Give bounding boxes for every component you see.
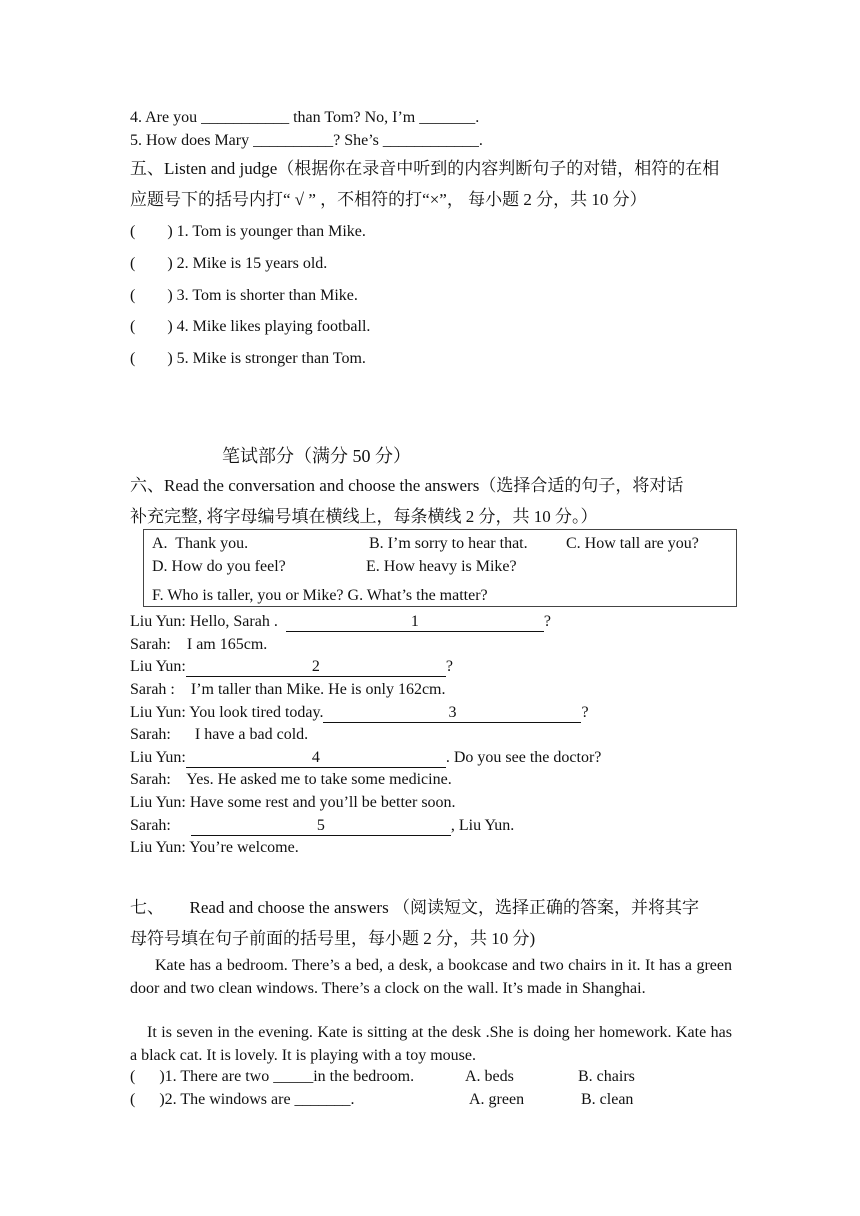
choice-question-1-option-a[interactable]: A. beds bbox=[465, 1068, 514, 1085]
dialogue-line: Liu Yun: You’re welcome. bbox=[130, 839, 299, 856]
written-section-title: 笔试部分（满分 50 分） bbox=[222, 446, 411, 466]
dialogue-line: Liu Yun: 4 . Do you see the doctor? bbox=[130, 749, 602, 766]
answer-blank[interactable]: 1 bbox=[286, 613, 544, 632]
dialogue-line: Sarah: I am 165cm. bbox=[130, 636, 268, 653]
dialogue-line: Sarah : I’m taller than Mike. He is only 162cm. bbox=[130, 681, 446, 698]
reading-paragraph-1: Kate has a bedroom. There’s a bed, a desk, a bookcase and two chairs in it. It has a green door and two clean windows. There’s a clock on the wall. It’s made in Shanghai. bbox=[130, 957, 732, 997]
choice-question-2-option-b[interactable]: B. clean bbox=[581, 1091, 634, 1108]
dialogue-line: Liu Yun: You look tired today. 3 ? bbox=[130, 704, 589, 721]
choice-question-2-option-a[interactable]: A. green bbox=[469, 1091, 525, 1108]
option-b: B. I’m sorry to hear that. bbox=[369, 535, 528, 552]
option-e: E. How heavy is Mike? bbox=[366, 558, 517, 575]
section-7-heading-line1: 七、 Read and choose the answers （阅读短文，选择正确的答案，并将其字 bbox=[130, 898, 699, 917]
section-6-heading-line1: 六、Read the conversation and choose the answers（选择合适的句子，将对话 bbox=[130, 476, 684, 495]
section-7-heading-line2: 母符号填在句子前面的括号里，每小题 2 分，共 10 分) bbox=[130, 929, 536, 948]
question-5: 5. How does Mary __________? She’s ____________. bbox=[130, 132, 483, 149]
answer-blank[interactable]: 2 bbox=[186, 658, 446, 677]
section-6-heading-line2: 补充完整, 将字母编号填在横线上，每条横线 2 分，共 10 分。） bbox=[130, 507, 598, 526]
section-5-heading-line2: 应题号下的括号内打“ √ ” ，不相符的打“×”， 每小题 2 分，共 10 分） bbox=[130, 190, 647, 209]
answer-blank[interactable]: 5 bbox=[191, 817, 451, 836]
dialogue-line: Sarah: 5 , Liu Yun. bbox=[130, 817, 515, 834]
judge-item: ( ) 4. Mike likes playing football. bbox=[130, 318, 371, 335]
answer-blank[interactable]: 3 bbox=[323, 704, 581, 723]
section-5-heading-line1: 五、Listen and judge（根据你在录音中听到的内容判断句子的对错，相符的在相 bbox=[130, 159, 720, 178]
options-box bbox=[143, 529, 737, 607]
option-a: A. Thank you. bbox=[152, 535, 249, 552]
judge-item: ( ) 3. Tom is shorter than Mike. bbox=[130, 287, 358, 304]
dialogue-line: Liu Yun: Hello, Sarah . 1 ? bbox=[130, 613, 551, 630]
judge-item: ( ) 5. Mike is stronger than Tom. bbox=[130, 350, 366, 367]
option-c: C. How tall are you? bbox=[566, 535, 699, 552]
judge-item: ( ) 1. Tom is younger than Mike. bbox=[130, 223, 366, 240]
judge-item: ( ) 2. Mike is 15 years old. bbox=[130, 255, 328, 272]
question-4: 4. Are you ___________ than Tom? No, I’m _______. bbox=[130, 109, 480, 126]
dialogue-line: Sarah: Yes. He asked me to take some medicine. bbox=[130, 771, 452, 788]
reading-paragraph-2: It is seven in the evening. Kate is sitting at the desk .She is doing her homework. Kate has a black cat. It is lovely. It is playing with a toy mouse. bbox=[130, 1024, 732, 1064]
choice-question-2-stem: ( )2. The windows are _______. bbox=[130, 1091, 355, 1108]
option-d: D. How do you feel? bbox=[152, 558, 286, 575]
answer-blank[interactable]: 4 bbox=[186, 749, 446, 768]
dialogue-line: Sarah: I have a bad cold. bbox=[130, 726, 309, 743]
dialogue-line: Liu Yun: 2 ? bbox=[130, 658, 453, 675]
option-f-g: F. Who is taller, you or Mike? G. What’s the matter? bbox=[152, 587, 488, 604]
dialogue-line: Liu Yun: Have some rest and you’ll be better soon. bbox=[130, 794, 456, 811]
choice-question-1-stem: ( )1. There are two _____in the bedroom. bbox=[130, 1068, 415, 1085]
choice-question-1-option-b[interactable]: B. chairs bbox=[578, 1068, 635, 1085]
